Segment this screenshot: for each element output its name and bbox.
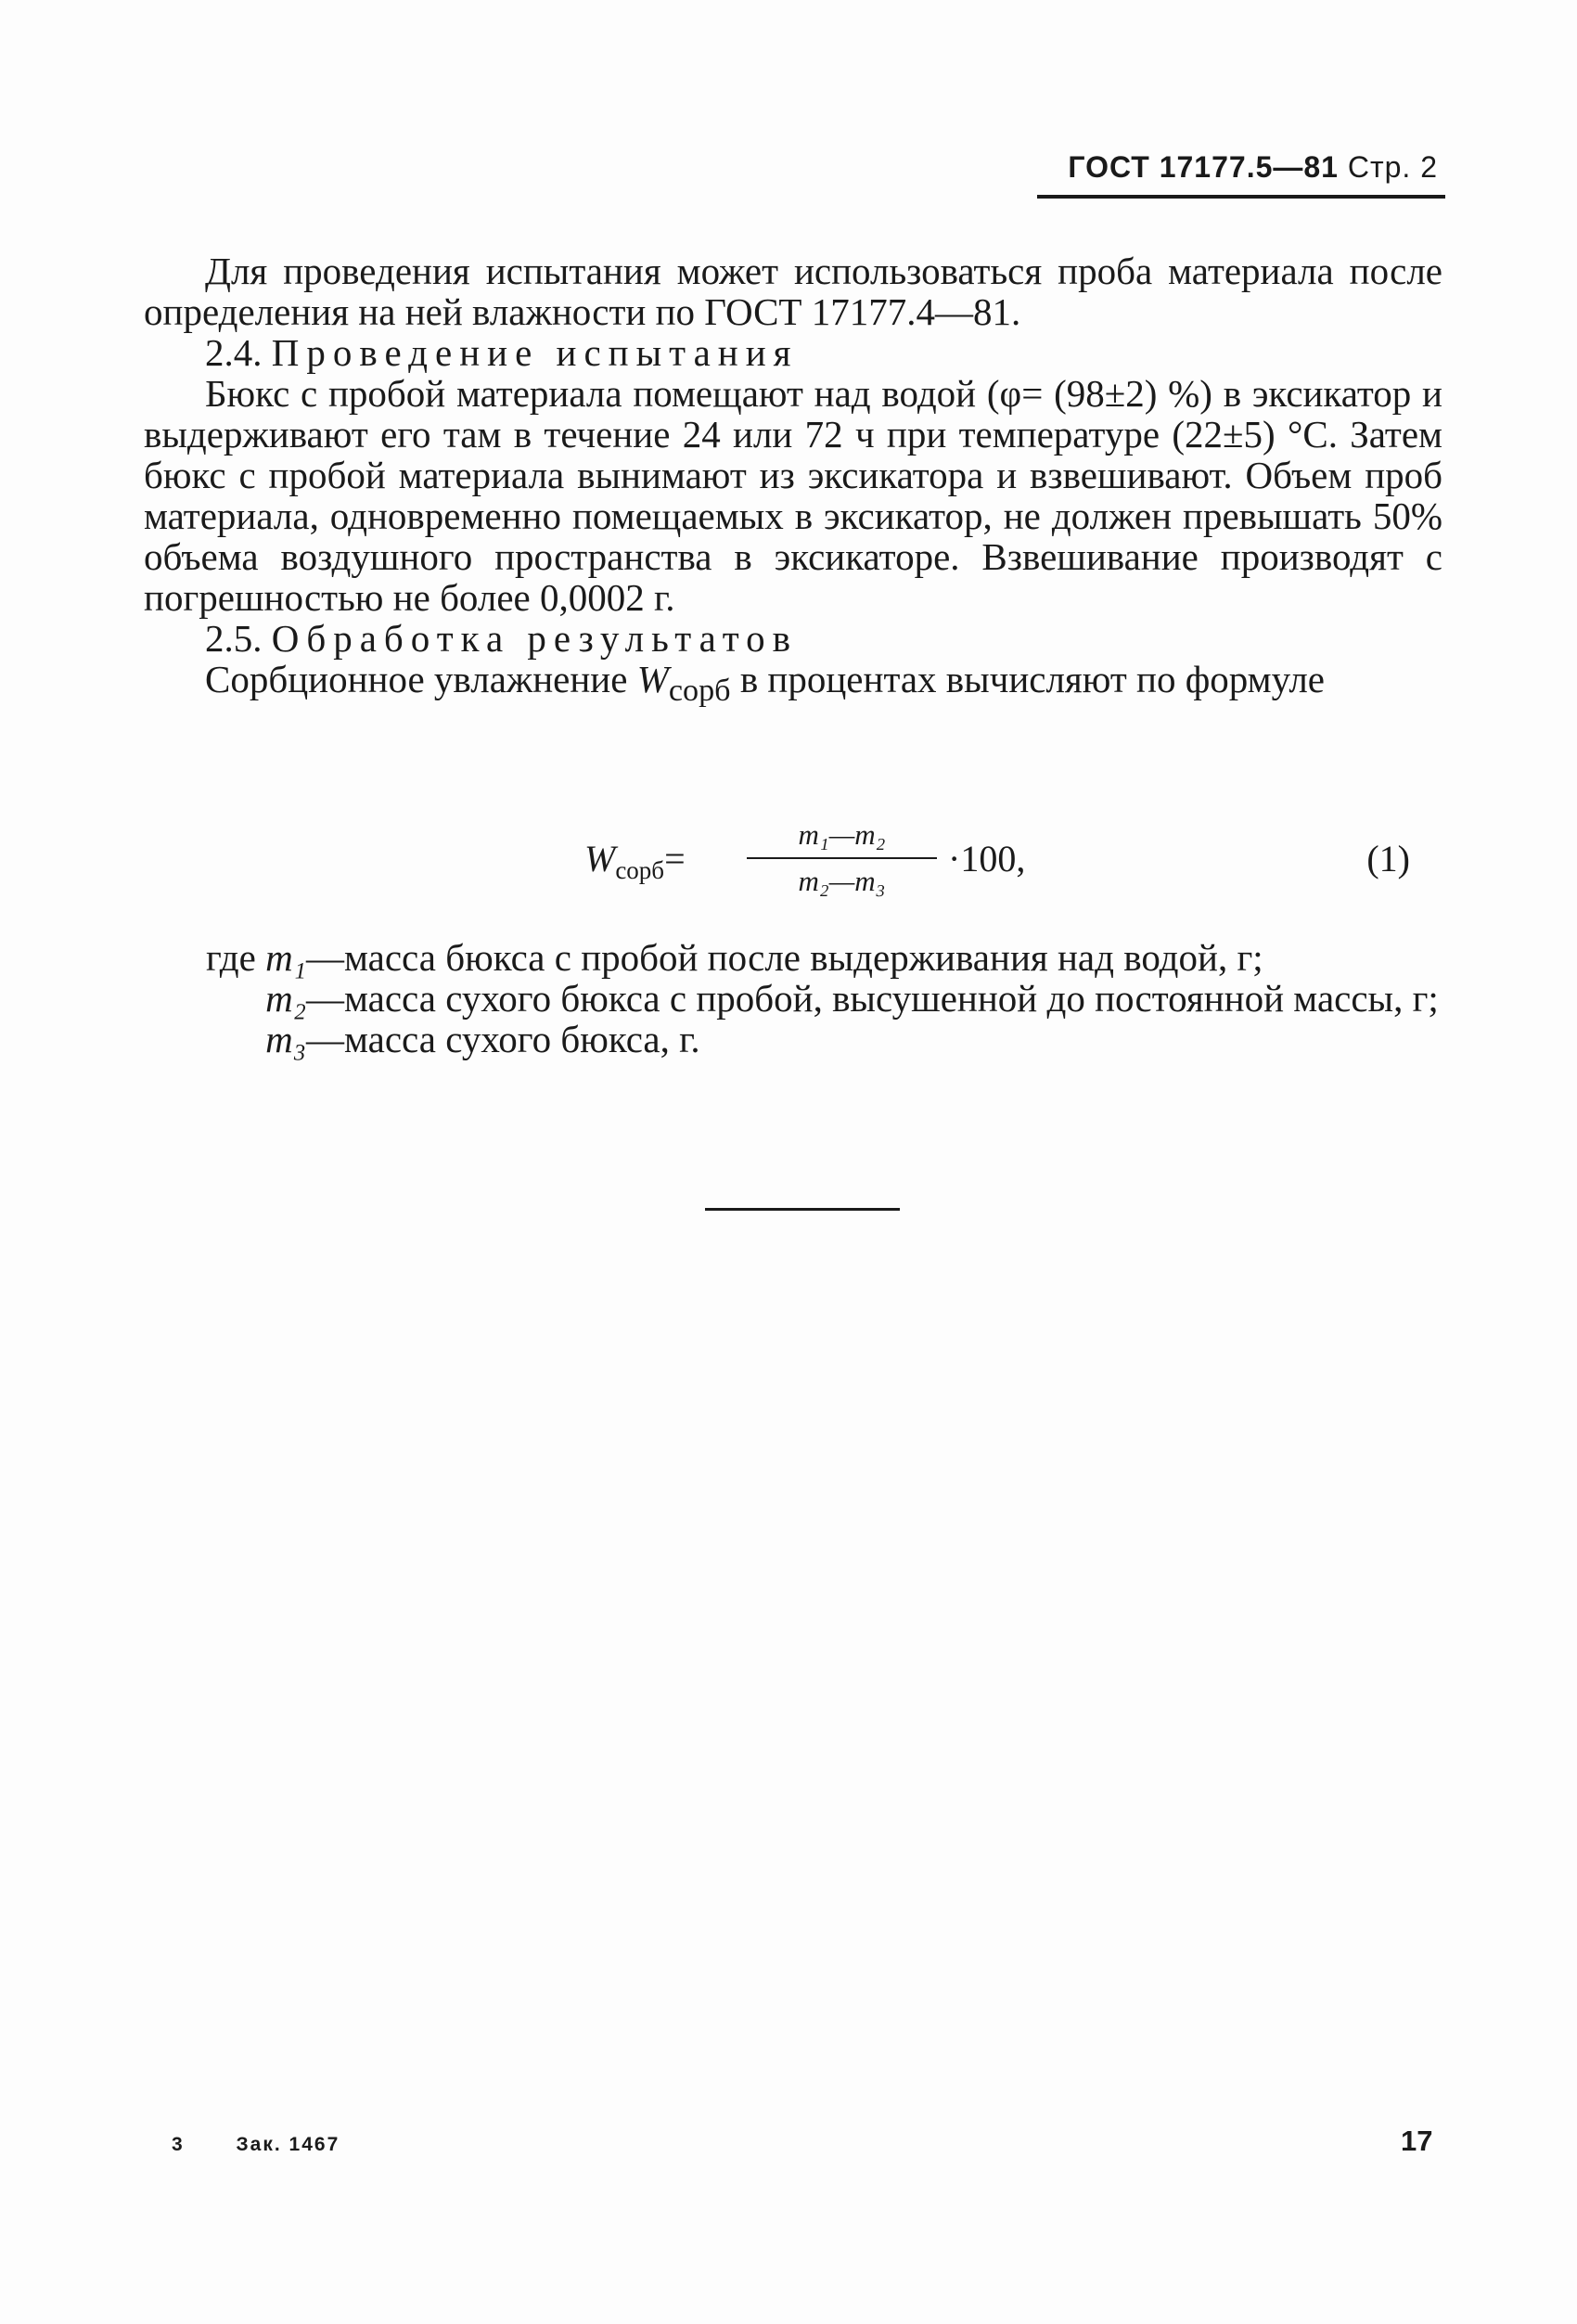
formula-number: (1): [1366, 838, 1410, 880]
definition-text: масса бюкса с пробой после выдерживания над водой, г;: [344, 936, 1263, 979]
definition-text: масса сухого бюкса, г.: [344, 1018, 700, 1060]
formula-1: [584, 816, 1447, 918]
formula-fraction: [747, 816, 937, 900]
w-symbol-sub: сорб: [668, 674, 731, 709]
formula-equals: =: [664, 838, 686, 880]
section-2-4-heading: [144, 332, 1442, 373]
page-number: 17: [1401, 2125, 1433, 2157]
main-text: [144, 250, 1442, 712]
where-intro: где: [206, 936, 256, 979]
definition-row: [144, 978, 1442, 1019]
footer-order: Зак. 1467: [236, 2134, 340, 2155]
definition-dash: —: [306, 977, 344, 1020]
section-2-4-title: Проведение испытания: [271, 331, 799, 374]
definition-dash: —: [306, 1018, 344, 1060]
definition-row: [144, 1019, 1442, 1059]
end-rule: [705, 1208, 900, 1211]
section-2-5-title: Обработка результатов: [271, 617, 799, 660]
page-header: [1068, 150, 1438, 185]
variable-m1: m₁: [265, 936, 306, 979]
formula-numerator: m₁—m₂: [798, 818, 886, 851]
section-2-5-text-after: в процентах вычисляют по формуле: [739, 658, 1325, 700]
formula-denominator: m₂—m₃: [798, 865, 886, 897]
section-2-5-text: [144, 659, 1442, 712]
intro-paragraph: Для проведения испытания может использоваться проба материала после определения на ней влажности по ГОСТ 17177.4—81.: [144, 250, 1442, 333]
w-symbol: W: [636, 658, 669, 700]
footer-print-info: [172, 2134, 340, 2156]
formula-multiplier: ·100,: [948, 838, 1026, 880]
definition-dash: —: [306, 936, 344, 979]
page-label: Стр. 2: [1347, 150, 1438, 184]
fraction-bar: [747, 857, 937, 859]
header-rule: [1037, 195, 1445, 199]
section-2-5-number: 2.5.: [205, 617, 263, 660]
footer-sheet: 3: [172, 2134, 185, 2155]
variable-m2: m₂: [265, 977, 306, 1020]
section-2-4-text: Бюкс с пробой материала помещают над водой (φ= (98±2) %) в эксикатор и выдерживают его там в течение 24 или 72 ч при температуре (22±5) °С. Затем бюкс с пробой материала вынимают из эксикатора и взвешивают. Объем проб материала, одновременно помещаемых в эксикатор, не должен превышать 50% объема воздушного пространства в эксикаторе. Взвешивание производят с погрешностью не более 0,0002 г.: [144, 372, 1442, 619]
standard-code: ГОСТ 17177.5—81: [1068, 150, 1339, 184]
section-2-4-number: 2.4.: [205, 331, 263, 374]
variable-m3: m₃: [265, 1018, 306, 1060]
definition-text: масса сухого бюкса с пробой, высушенной до постоянной массы, г;: [344, 977, 1439, 1020]
formula-lhs: $W_{сорб}=$: [584, 838, 686, 884]
variable-definitions: [144, 937, 1442, 1059]
definition-row: [144, 937, 1442, 978]
formula-lhs-sub: сорб: [615, 856, 665, 884]
section-2-5-heading: [144, 618, 1442, 659]
section-2-5-text-before: Сорбционное увлажнение: [205, 658, 628, 700]
